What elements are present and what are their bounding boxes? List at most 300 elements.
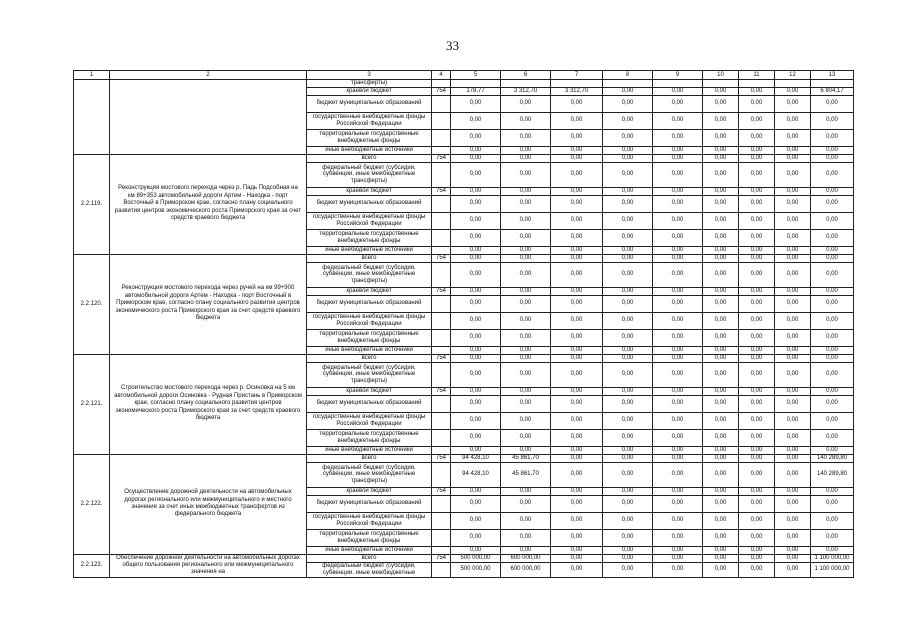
funding-source: федеральный бюджет (субсидии, субвенции, иные межбюджетные трансферты): [307, 362, 432, 387]
funding-source: федеральный бюджет (субсидии, субвенции, иные межбюджетные трансферты): [307, 162, 432, 187]
year-value: 0,00: [551, 412, 603, 429]
year-value: 0,00: [551, 295, 603, 312]
year-value: 0,00: [653, 112, 703, 129]
year-value: 0,00: [451, 154, 501, 162]
year-value: 0,00: [703, 387, 739, 395]
grbs-code: [432, 212, 451, 229]
year-value: 0,00: [451, 212, 501, 229]
funding-source: иные внебюджетные источники: [307, 246, 432, 254]
year-value: 0,00: [603, 212, 653, 229]
year-value: 0,00: [703, 95, 739, 112]
year-value: 0,00: [501, 387, 551, 395]
funding-source: трансферты): [307, 80, 432, 88]
year-value: 0,00: [739, 162, 775, 187]
year-value: 0,00: [739, 462, 775, 487]
year-value: 0,00: [775, 87, 811, 95]
funding-source: иные внебюджетные источники: [307, 546, 432, 554]
total-value: 0,00: [811, 387, 854, 395]
year-value: 0,00: [739, 395, 775, 412]
funding-source: бюджет муниципальных образований: [307, 495, 432, 512]
year-value: 0,00: [739, 429, 775, 446]
year-value: 0,00: [775, 112, 811, 129]
year-value: 0,00: [739, 354, 775, 362]
year-value: 0,00: [739, 554, 775, 562]
year-value: 0,00: [739, 546, 775, 554]
funding-source: иные внебюджетные источники: [307, 346, 432, 354]
year-value: 0,00: [603, 229, 653, 246]
year-value: 0,00: [653, 262, 703, 287]
year-value: 94 428,10: [451, 454, 501, 462]
year-value: 0,00: [739, 346, 775, 354]
year-value: 0,00: [603, 546, 653, 554]
year-value: 0,00: [775, 454, 811, 462]
total-value: 1 100 000,00: [811, 554, 854, 562]
year-value: 0,00: [703, 329, 739, 346]
header-cell: 2: [110, 71, 307, 80]
total-value: 0,00: [811, 395, 854, 412]
year-value: 0,00: [775, 495, 811, 512]
year-value: 0,00: [703, 246, 739, 254]
year-value: 0,00: [551, 246, 603, 254]
grbs-code: 754: [432, 254, 451, 262]
year-value: 0,00: [451, 246, 501, 254]
year-value: 0,00: [603, 195, 653, 212]
header-cell: 11: [739, 71, 775, 80]
year-value: 0,00: [703, 312, 739, 329]
year-value: 0,00: [739, 195, 775, 212]
year-value: 0,00: [451, 546, 501, 554]
year-value: 0,00: [551, 529, 603, 546]
year-value: 0,00: [739, 187, 775, 195]
funding-source: территориальные государственные внебюджетные фонды: [307, 329, 432, 346]
year-value: 0,00: [775, 487, 811, 495]
year-value: 0,00: [451, 254, 501, 262]
total-value: 0,00: [811, 412, 854, 429]
year-value: 0,00: [653, 312, 703, 329]
year-value: 0,00: [551, 195, 603, 212]
year-value: 0,00: [653, 495, 703, 512]
year-value: 0,00: [501, 495, 551, 512]
header-cell: 13: [811, 71, 854, 80]
header-cell: 9: [653, 71, 703, 80]
year-value: 0,00: [703, 454, 739, 462]
year-value: 500 000,00: [451, 562, 501, 577]
item-code: [74, 80, 110, 155]
year-value: 0,00: [603, 95, 653, 112]
total-value: 0,00: [811, 95, 854, 112]
funding-source: бюджет муниципальных образований: [307, 195, 432, 212]
year-value: 0,00: [501, 195, 551, 212]
year-value: 0,00: [653, 287, 703, 295]
year-value: 0,00: [653, 95, 703, 112]
funding-source: всего: [307, 554, 432, 562]
year-value: 0,00: [501, 262, 551, 287]
year-value: 0,00: [703, 487, 739, 495]
year-value: 0,00: [451, 429, 501, 446]
year-value: 0,00: [703, 162, 739, 187]
funding-source: территориальные государственные внебюджетные фонды: [307, 529, 432, 546]
year-value: 0,00: [703, 354, 739, 362]
year-value: 0,00: [775, 462, 811, 487]
funding-source: территориальные государственные внебюджетные фонды: [307, 229, 432, 246]
year-value: 0,00: [653, 429, 703, 446]
year-value: 0,00: [775, 429, 811, 446]
year-value: 0,00: [775, 246, 811, 254]
year-value: 0,00: [703, 212, 739, 229]
year-value: 0,00: [551, 512, 603, 529]
total-value: 0,00: [811, 362, 854, 387]
total-value: [811, 80, 854, 88]
total-value: 0,00: [811, 212, 854, 229]
year-value: 0,00: [603, 246, 653, 254]
funding-source: государственные внебюджетные фонды Российской Федерации: [307, 512, 432, 529]
grbs-code: [432, 129, 451, 146]
total-value: 0,00: [811, 346, 854, 354]
year-value: 0,00: [653, 354, 703, 362]
year-value: 0,00: [551, 487, 603, 495]
year-value: 0,00: [501, 429, 551, 446]
year-value: 0,00: [703, 146, 739, 154]
year-value: 0,00: [551, 95, 603, 112]
year-value: 0,00: [653, 146, 703, 154]
year-value: 0,00: [551, 212, 603, 229]
year-value: 0,00: [653, 212, 703, 229]
year-value: 0,00: [775, 154, 811, 162]
year-value: 0,00: [603, 112, 653, 129]
year-value: 0,00: [739, 362, 775, 387]
year-value: 0,00: [739, 87, 775, 95]
table-row: [74, 254, 854, 262]
year-value: 0,00: [775, 162, 811, 187]
year-value: 0,00: [739, 295, 775, 312]
year-value: [775, 80, 811, 88]
grbs-code: [432, 295, 451, 312]
year-value: 0,00: [551, 354, 603, 362]
grbs-code: [432, 429, 451, 446]
year-value: 0,00: [653, 446, 703, 454]
year-value: 0,00: [653, 487, 703, 495]
year-value: 0,00: [775, 412, 811, 429]
year-value: 0,00: [551, 346, 603, 354]
year-value: 0,00: [703, 462, 739, 487]
grbs-code: [432, 312, 451, 329]
year-value: 0,00: [653, 154, 703, 162]
funding-source: всего: [307, 254, 432, 262]
year-value: 0,00: [451, 495, 501, 512]
year-value: 0,00: [551, 462, 603, 487]
year-value: 0,00: [703, 446, 739, 454]
year-value: 0,00: [501, 395, 551, 412]
header-cell: 8: [603, 71, 653, 80]
year-value: 0,00: [603, 387, 653, 395]
year-value: 600 000,00: [501, 554, 551, 562]
year-value: 0,00: [501, 362, 551, 387]
year-value: 0,00: [739, 229, 775, 246]
year-value: 0,00: [551, 146, 603, 154]
year-value: 0,00: [551, 362, 603, 387]
year-value: 0,00: [603, 354, 653, 362]
year-value: 0,00: [703, 295, 739, 312]
total-value: 0,00: [811, 146, 854, 154]
year-value: 0,00: [739, 446, 775, 454]
year-value: 0,00: [703, 87, 739, 95]
year-value: 0,00: [703, 154, 739, 162]
year-value: 0,00: [603, 429, 653, 446]
year-value: 0,00: [451, 529, 501, 546]
header-cell: 4: [432, 71, 451, 80]
year-value: 0,00: [451, 354, 501, 362]
year-value: [501, 80, 551, 88]
year-value: 0,00: [451, 162, 501, 187]
year-value: 0,00: [551, 329, 603, 346]
year-value: 0,00: [551, 229, 603, 246]
year-value: 0,00: [703, 287, 739, 295]
year-value: 3 312,70: [551, 87, 603, 95]
year-value: 0,00: [653, 412, 703, 429]
total-value: 140 289,80: [811, 454, 854, 462]
grbs-code: 754: [432, 387, 451, 395]
year-value: 0,00: [603, 454, 653, 462]
total-value: 0,00: [811, 487, 854, 495]
year-value: 0,00: [451, 129, 501, 146]
year-value: 0,00: [775, 362, 811, 387]
year-value: 0,00: [451, 187, 501, 195]
year-value: 0,00: [551, 162, 603, 187]
funding-source: иные внебюджетные источники: [307, 146, 432, 154]
year-value: 0,00: [603, 412, 653, 429]
year-value: 0,00: [703, 262, 739, 287]
grbs-code: 754: [432, 187, 451, 195]
funding-source: краевой бюджет: [307, 187, 432, 195]
funding-source: территориальные государственные внебюджетные фонды: [307, 129, 432, 146]
year-value: 0,00: [501, 95, 551, 112]
header-cell: 6: [501, 71, 551, 80]
year-value: 0,00: [739, 95, 775, 112]
year-value: 0,00: [603, 329, 653, 346]
year-value: 0,00: [775, 329, 811, 346]
funding-source: федеральный бюджет (субсидии, субвенции, иные межбюджетные трансферты): [307, 262, 432, 287]
year-value: 0,00: [551, 429, 603, 446]
year-value: 0,00: [703, 495, 739, 512]
grbs-code: [432, 395, 451, 412]
year-value: 0,00: [501, 246, 551, 254]
year-value: 0,00: [501, 329, 551, 346]
year-value: 0,00: [603, 346, 653, 354]
year-value: 0,00: [501, 446, 551, 454]
total-value: 1 100 000,00: [811, 562, 854, 577]
year-value: 0,00: [703, 554, 739, 562]
year-value: 0,00: [739, 387, 775, 395]
header-cell: 5: [451, 71, 501, 80]
year-value: 0,00: [739, 254, 775, 262]
year-value: 0,00: [501, 154, 551, 162]
funding-source: всего: [307, 354, 432, 362]
year-value: 0,00: [775, 187, 811, 195]
year-value: 0,00: [501, 295, 551, 312]
grbs-code: [432, 362, 451, 387]
year-value: 0,00: [603, 312, 653, 329]
year-value: 0,00: [739, 412, 775, 429]
year-value: 0,00: [551, 129, 603, 146]
year-value: 0,00: [703, 395, 739, 412]
year-value: 0,00: [775, 195, 811, 212]
item-name: Обеспечение дорожной деятельности на автомобильных дорогах общего пользования регионального или межмуниципального значения на: [110, 554, 307, 577]
total-value: 0,00: [811, 187, 854, 195]
item-name: [110, 80, 307, 155]
year-value: 0,00: [775, 562, 811, 577]
year-value: 0,00: [653, 87, 703, 95]
year-value: 0,00: [775, 129, 811, 146]
year-value: 0,00: [551, 562, 603, 577]
grbs-code: [432, 80, 451, 88]
year-value: 0,00: [501, 212, 551, 229]
year-value: 0,00: [703, 529, 739, 546]
total-value: 140 289,80: [811, 462, 854, 487]
item-code: 2.2.123.: [74, 554, 110, 577]
year-value: 0,00: [775, 346, 811, 354]
total-value: 0,00: [811, 229, 854, 246]
item-name: Реконструкция мостового перехода через ручей на км 99+900 автомобильной дороги Артем - Находка - порт Восточный в Приморском крае, согласно плану социального развития центров экономического роста Приморского края за счет средств краевого бюджета: [110, 254, 307, 354]
table-row: [74, 554, 854, 562]
year-value: [739, 80, 775, 88]
year-value: 0,00: [603, 562, 653, 577]
item-code: 2.2.121.: [74, 354, 110, 454]
year-value: 0,00: [739, 129, 775, 146]
year-value: 0,00: [775, 262, 811, 287]
year-value: 0,00: [603, 446, 653, 454]
grbs-code: [432, 246, 451, 254]
year-value: 0,00: [451, 512, 501, 529]
year-value: 0,00: [703, 346, 739, 354]
year-value: 0,00: [603, 262, 653, 287]
year-value: 0,00: [451, 146, 501, 154]
year-value: [603, 80, 653, 88]
year-value: 0,00: [551, 546, 603, 554]
item-name: Строительство мостового перехода через р. Осиновка на 5 км автомобильной дороги Осиновка - Рудная Пристань в Приморском крае, согласно плану социального развития центров экономического роста Приморского края за счет средств краевого бюджета: [110, 354, 307, 454]
year-value: 0,00: [603, 554, 653, 562]
item-code: 2.2.120.: [74, 254, 110, 354]
year-value: 0,00: [739, 454, 775, 462]
year-value: 0,00: [653, 346, 703, 354]
funding-source: иные внебюджетные источники: [307, 446, 432, 454]
year-value: 0,00: [451, 312, 501, 329]
year-value: 0,00: [653, 512, 703, 529]
year-value: 45 861,70: [501, 454, 551, 462]
item-code: 2.2.119.: [74, 154, 110, 254]
year-value: 0,00: [653, 529, 703, 546]
year-value: 0,00: [451, 395, 501, 412]
grbs-code: [432, 546, 451, 554]
year-value: 0,00: [653, 195, 703, 212]
year-value: 600 000,00: [501, 562, 551, 577]
year-value: 0,00: [451, 487, 501, 495]
year-value: 0,00: [501, 187, 551, 195]
year-value: [653, 80, 703, 88]
total-value: 0,00: [811, 329, 854, 346]
year-value: 0,00: [501, 254, 551, 262]
funding-source: федеральный бюджет (субсидии, субвенции, иные межбюджетные: [307, 562, 432, 577]
grbs-code: [432, 529, 451, 546]
year-value: 0,00: [703, 254, 739, 262]
year-value: 0,00: [603, 395, 653, 412]
year-value: 0,00: [653, 554, 703, 562]
year-value: 0,00: [501, 487, 551, 495]
grbs-code: 754: [432, 354, 451, 362]
year-value: 0,00: [703, 512, 739, 529]
year-value: 0,00: [775, 387, 811, 395]
header-cell: 12: [775, 71, 811, 80]
year-value: 0,00: [703, 195, 739, 212]
funding-source: федеральный бюджет (субсидии, субвенции, иные межбюджетные трансферты): [307, 462, 432, 487]
total-value: 0,00: [811, 112, 854, 129]
year-value: 0,00: [653, 246, 703, 254]
year-value: 45 861,70: [501, 462, 551, 487]
year-value: 0,00: [603, 362, 653, 387]
grbs-code: 754: [432, 154, 451, 162]
year-value: 0,00: [653, 229, 703, 246]
grbs-code: 754: [432, 487, 451, 495]
grbs-code: [432, 346, 451, 354]
year-value: 0,00: [775, 354, 811, 362]
total-value: 0,00: [811, 129, 854, 146]
year-value: 0,00: [501, 512, 551, 529]
year-value: 0,00: [603, 129, 653, 146]
year-value: 0,00: [739, 562, 775, 577]
total-value: 0,00: [811, 195, 854, 212]
year-value: 0,00: [775, 312, 811, 329]
year-value: 0,00: [501, 346, 551, 354]
year-value: 0,00: [603, 154, 653, 162]
item-name: Реконструкция мостового перехода через р. Падь Подсобная на км 89+353 автомобильной дороги Артем - Находка - порт Восточный в Приморском крае, согласно плану социального развития центров экономического роста Приморского края за счет средств краевого бюджета: [110, 154, 307, 254]
header-cell: 3: [307, 71, 432, 80]
year-value: 0,00: [653, 395, 703, 412]
year-value: 0,00: [551, 387, 603, 395]
grbs-code: [432, 162, 451, 187]
table-row: [74, 454, 854, 462]
grbs-code: [432, 462, 451, 487]
year-value: 0,00: [451, 195, 501, 212]
funding-source: краевой бюджет: [307, 387, 432, 395]
grbs-code: [432, 146, 451, 154]
total-value: 0,00: [811, 254, 854, 262]
total-value: 0,00: [811, 312, 854, 329]
grbs-code: [432, 446, 451, 454]
funding-source: всего: [307, 154, 432, 162]
year-value: 0,00: [703, 429, 739, 446]
year-value: 0,00: [653, 546, 703, 554]
year-value: 0,00: [551, 446, 603, 454]
year-value: 0,00: [775, 229, 811, 246]
year-value: 0,00: [551, 495, 603, 512]
year-value: 0,00: [653, 254, 703, 262]
year-value: 0,00: [451, 329, 501, 346]
year-value: 0,00: [501, 229, 551, 246]
year-value: 0,00: [653, 129, 703, 146]
year-value: 0,00: [451, 262, 501, 287]
year-value: 0,00: [775, 254, 811, 262]
year-value: 0,00: [775, 295, 811, 312]
year-value: 0,00: [501, 412, 551, 429]
year-value: 0,00: [451, 412, 501, 429]
grbs-code: [432, 229, 451, 246]
grbs-code: [432, 412, 451, 429]
total-value: 0,00: [811, 246, 854, 254]
year-value: 0,00: [775, 512, 811, 529]
grbs-code: [432, 195, 451, 212]
year-value: 0,00: [603, 487, 653, 495]
header-cell: 10: [703, 71, 739, 80]
year-value: 0,00: [603, 529, 653, 546]
